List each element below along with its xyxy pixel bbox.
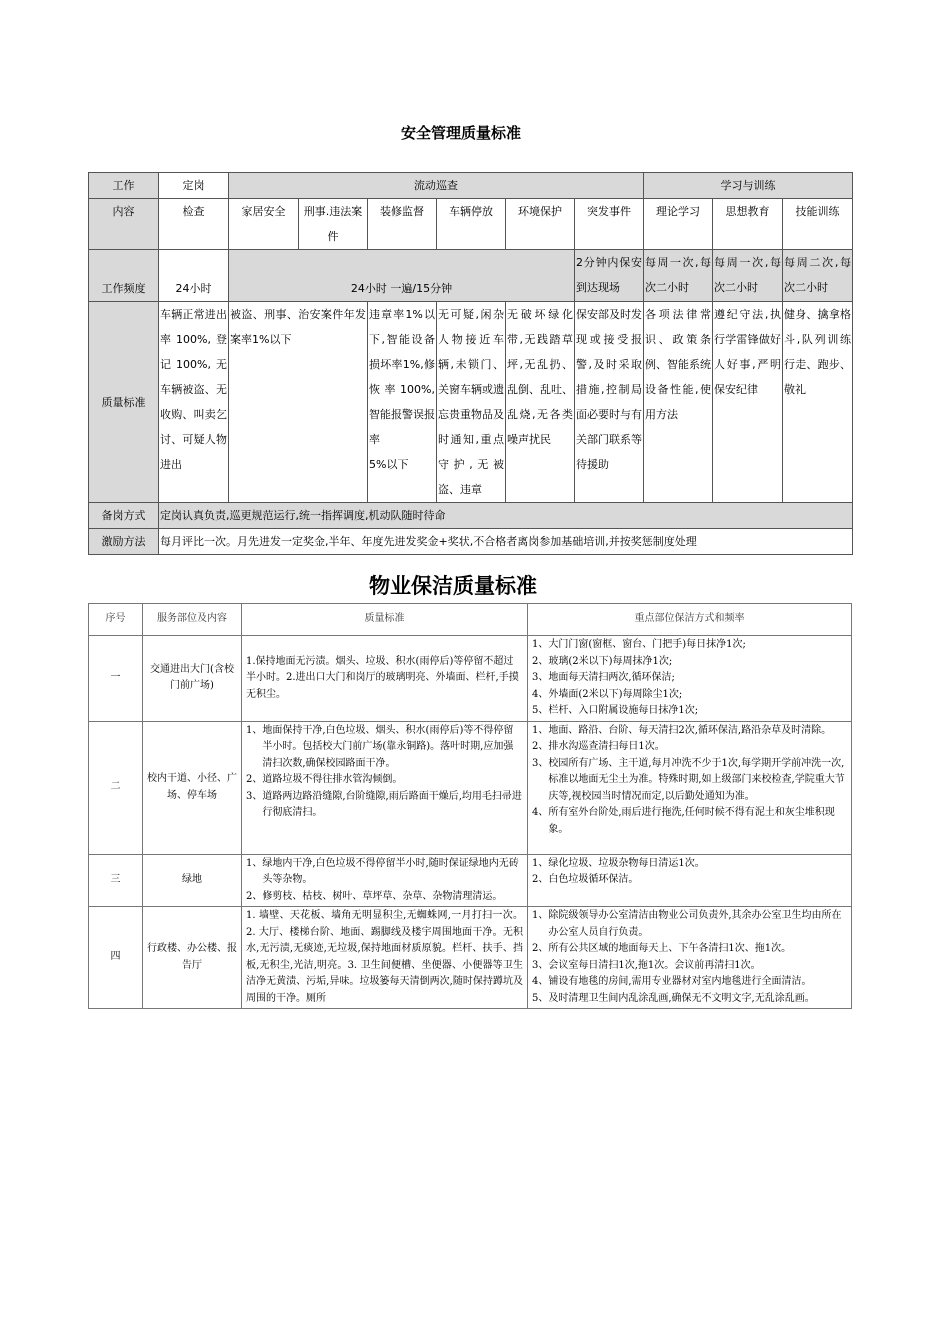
incentive-text: 每月评比一次。月先进发一定奖金,半年、年度先进发奖金+奖状,不合格者离岗参加基础培训,并按奖惩制度处理 xyxy=(159,529,853,555)
freq-patrol: 24小时 一遍/15分钟 xyxy=(229,250,575,302)
table-row xyxy=(89,854,852,907)
label-work: 工作 xyxy=(89,173,159,199)
list-item: 3、 地面每天清扫两次,循环保洁; xyxy=(532,672,675,683)
table-header-row xyxy=(89,604,852,636)
list-item: 1、 大门门窗(窗框、窗台、门把手)每日抹净1次; xyxy=(532,639,746,650)
table-row xyxy=(89,907,852,1009)
row-area: 交通进出大门(含校门前广场) xyxy=(143,636,242,722)
row-no: 二 xyxy=(89,721,143,854)
freq-fixed: 24小时 xyxy=(159,250,229,302)
header-standard: 质量标准 xyxy=(242,604,528,636)
quality-theory: 各项法律常识、政策条例、智能系统设备性能,使用方法 xyxy=(644,302,713,503)
row-area: 绿地 xyxy=(143,854,242,907)
label-duty: 备岗方式 xyxy=(89,503,159,529)
patrol-item-emergency: 突发事件 xyxy=(575,199,644,250)
patrol-item-parking: 车辆停放 xyxy=(437,199,506,250)
header-method: 重点部位保洁方式和频率 xyxy=(528,604,852,636)
quality-fixed: 车辆正常进出率100%,登记100%,无车辆被盗、无收购、叫卖乞讨、可疑人物进出 xyxy=(159,302,229,503)
quality-environment: 无破坏绿化带,无践踏草坪,无乱扔、乱倒、乱吐、乱烧,无各类噪声扰民 xyxy=(506,302,575,503)
list-item: 1、 除院级领导办公室清洁由物业公司负责外,其余办公室卫生均由所在办公室人员自行负责。 xyxy=(532,910,842,938)
freq-ideology: 每周一次,每次二小时 xyxy=(713,250,783,302)
patrol-item-environment: 环境保护 xyxy=(506,199,575,250)
row-area: 校内干道、小径、广场、停车场 xyxy=(143,721,242,854)
fixed-post-sub: 检查 xyxy=(159,199,229,250)
list-item: 2、 玻璃(2米以下)每周抹净1次; xyxy=(532,655,673,667)
list-item: 1、 地面、路沿、台阶、每天清扫2次,循环保洁,路沿杂草及时清除。 xyxy=(532,724,832,736)
row-methods xyxy=(528,636,852,722)
training-item-skill: 技能训练 xyxy=(783,199,853,250)
quality-parking: 无可疑,闲杂人物接近车辆,未锁门、关窗车辆或遗忘贵重物品及时通知,重点守护,无被盗、违章 xyxy=(437,302,506,503)
row-methods xyxy=(528,854,852,907)
training-item-ideology: 思想教育 xyxy=(713,199,783,250)
quality-renovation-cell xyxy=(368,302,437,503)
row-standards xyxy=(242,721,528,854)
label-frequency: 工作频度 xyxy=(89,250,159,302)
table-row xyxy=(89,721,852,854)
list-item: 3、 校园所有广场、主干道,每月冲洗不少于1次,每学期开学前冲洗一次,标准以地面无尘土为准。特殊时期,如上级部门来校检查,学院重大节庆等,视校园当时情况而定,以后勤处通知为准。 xyxy=(532,757,845,802)
list-item: 3、 道路两边路沿缝隙,台阶缝隙,雨后路面干燥后,均用毛扫帚进行彻底清扫。 xyxy=(246,790,522,818)
patrol-item-renovation: 装修监督 xyxy=(368,199,437,250)
list-item: 4、 所有室外台阶处,雨后进行拖洗,任何时候不得有泥土和灰尘堆积现象。 xyxy=(532,807,835,835)
patrol-group-header: 流动巡查 xyxy=(229,173,644,199)
list-item: 2、 排水沟巡查清扫每日1次。 xyxy=(532,741,665,752)
patrol-item-crime: 刑事.违法案件 xyxy=(299,199,368,250)
list-item: 1、 绿化垃圾、垃圾杂物每日清运1次。 xyxy=(532,857,705,869)
security-standard-title: 安全管理质量标准 xyxy=(400,124,521,142)
duty-text: 定岗认真负责,巡更规范运行,统一指挥调度,机动队随时待命 xyxy=(159,503,853,529)
cleaning-standard-title: 物业保洁质量标准 xyxy=(369,573,537,598)
list-item: 4、 外墙面(2米以下)每周除尘1次; xyxy=(532,688,683,700)
table-row xyxy=(89,636,852,722)
header-area: 服务部位及内容 xyxy=(143,604,242,636)
list-item: 2、 所有公共区域的地面每天上、下午各清扫1次、拖1次。 xyxy=(532,943,792,954)
row-standard: 1. 墙壁、天花板、墙角无明显积尘,无蜘蛛网,一月打扫一次。2. 大厅、楼梯台阶、地面、踢脚线及楼宇周围地面干净。无积水,无污渍,无痰迹,无垃圾,保持地面材质原貌。栏杆、扶手、挡板,无积尘,光洁,明亮。3. 卫生间便槽、坐便器、小便器等卫生洁净无黄渍、污垢,异味。垃圾篓每天清倒两次,随时保持蹲坑及周围的干净。厕所 xyxy=(242,907,528,1009)
training-group-header: 学习与训练 xyxy=(644,173,853,199)
row-methods xyxy=(528,721,852,854)
list-item: 5、 栏杆、入口附属设施每日抹净1次; xyxy=(532,705,699,716)
list-item: 5、 及时清理卫生间内乱涂乱画,确保无不文明文字,无乱涂乱画。 xyxy=(532,992,815,1004)
list-item: 2、 白色垃圾循环保洁。 xyxy=(532,874,639,885)
row-methods xyxy=(528,907,852,1009)
training-item-theory: 理论学习 xyxy=(644,199,713,250)
row-no: 三 xyxy=(89,854,143,907)
header-no: 序号 xyxy=(89,604,143,636)
quality-renovation: 违章率1%以下,智能设备损坏率1%,修恢率100%,智能报警误报率 xyxy=(369,308,435,446)
list-item: 1、 地面保持干净,白色垃圾、烟头、积水(雨停后)等不得停留半小时。包括校大门前广场(靠永铜路)。落叶时期,应加强清扫次数,确保校园路面干净。 xyxy=(246,724,514,769)
freq-skill: 每周二次,每次二小时 xyxy=(783,250,853,302)
list-item: 2、 道路垃圾不得往排水管沟倾倒。 xyxy=(246,774,403,785)
freq-emergency: 2分钟内保安到达现场 xyxy=(575,250,644,302)
fixed-post-header: 定岗 xyxy=(159,173,229,199)
quality-renovation-2: 5%以下 xyxy=(369,458,409,471)
list-item: 4、 铺设有地毯的房间,需用专业器材对室内地毯进行全面清洁。 xyxy=(532,976,812,987)
row-standard: 1.保持地面无污渍。烟头、垃圾、积水(雨停后)等停留不超过半小时。2.进出口大门和岗厅的玻璃明亮、外墙面、栏杆,手摸无积尘。 xyxy=(242,636,528,722)
label-quality: 质量标准 xyxy=(89,302,159,503)
quality-skill: 健身、擒拿格斗,队列训练行走、跑步、敬礼 xyxy=(783,302,853,503)
row-area: 行政楼、办公楼、报告厅 xyxy=(143,907,242,1009)
quality-emergency: 保安部及时发现或接受报警,及时采取措施,控制局面必要时与有关部门联系等待援助 xyxy=(575,302,644,503)
security-standard-table xyxy=(88,172,853,555)
patrol-item-home: 家居安全 xyxy=(229,199,299,250)
list-item: 2、 修剪枝、枯枝、树叶、草坪草、杂草、杂物清理清运。 xyxy=(246,890,503,902)
row-no: 四 xyxy=(89,907,143,1009)
list-item: 3、 会议室每日清扫1次,拖1次。会议前再清扫1次。 xyxy=(532,959,761,971)
row-no: 一 xyxy=(89,636,143,722)
label-content: 内容 xyxy=(89,199,159,250)
list-item: 1、 绿地内干净,白色垃圾不得停留半小时,随时保证绿地内无砖头等杂物。 xyxy=(246,857,519,885)
quality-home-crime: 被盗、刑事、治安案件年发案率1%以下 xyxy=(229,302,368,503)
row-standards xyxy=(242,854,528,907)
freq-theory: 每周一次,每次二小时 xyxy=(644,250,713,302)
label-incentive: 激励方法 xyxy=(89,529,159,555)
quality-ideology: 遵纪守法,执行学雷锋做好人好事,严明保安纪律 xyxy=(713,302,783,503)
cleaning-standard-table xyxy=(88,603,852,1009)
